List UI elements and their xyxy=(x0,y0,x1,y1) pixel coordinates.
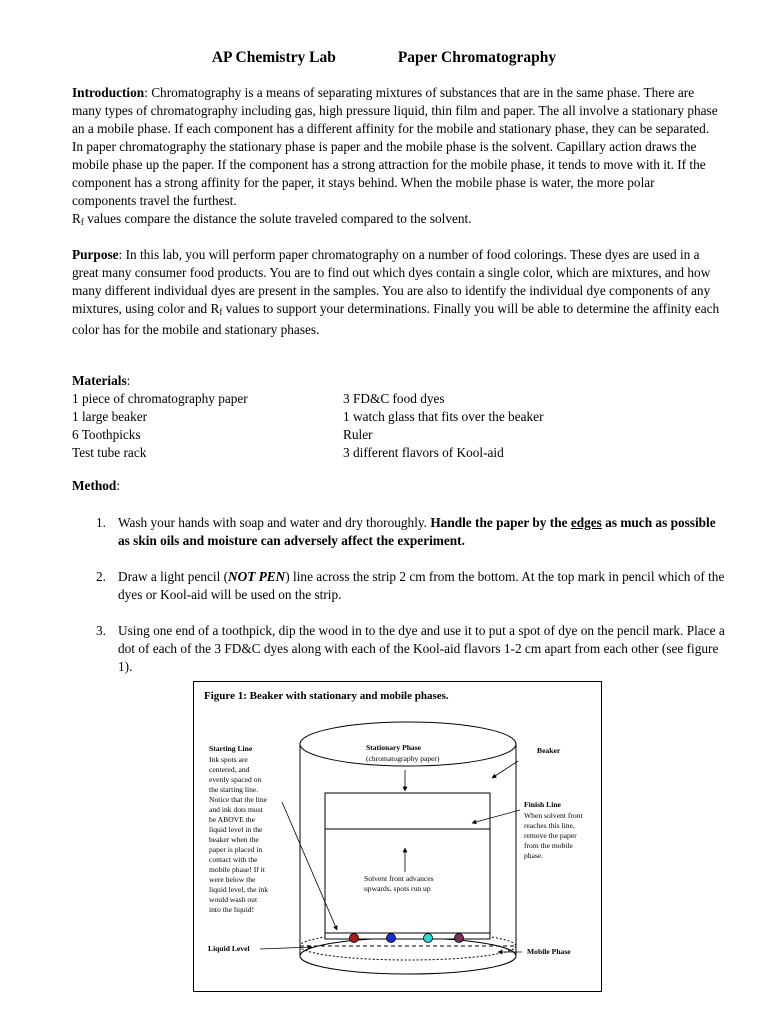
svg-text:paper is placed in: paper is placed in xyxy=(209,845,263,854)
beaker-arrow xyxy=(492,761,518,778)
rf-definition: values compare the distance the solute traveled compared to the solvent. xyxy=(83,211,472,226)
purpose-section xyxy=(72,246,722,339)
svg-text:Notice that the line: Notice that the line xyxy=(209,795,267,804)
svg-text:from the mobile: from the mobile xyxy=(524,841,573,850)
step-text: Using one end of a toothpick, dip the wood in to the dye and use it to put a spot of dye on the pencil mark. Place a dot of each of the 3 FD&C dyes along with each of the Kool-aid flavors 1-2 cm apart from each other (see figure 1). xyxy=(118,623,725,674)
svg-text:the starting line.: the starting line. xyxy=(209,785,259,794)
edges-emphasis: edges xyxy=(570,515,602,530)
material-item: 6 Toothpicks xyxy=(72,427,141,442)
svg-text:phase.: phase. xyxy=(524,851,544,860)
step-number: 1. xyxy=(96,515,106,530)
introduction-text: : Chromatography is a means of separating mixtures of substances that are in the same phase. There are many types of chromatography including gas, high pressure liquid, thin film and paper. The all involve a stationary phase an a mobile phase. If each component has a different affinity for the mobile and stationary phase, they can be separated. In paper chromatography the stationary phase is paper and the mobile phase is the solvent. Capillary action draws the mobile phase up the paper. If the component has a strong attraction for the mobile phase, it tends to move with it. If the component has a strong affinity for the paper, it stays behind. When the mobile phase is water, the more polar components travel the furthest. xyxy=(72,85,718,208)
material-item: 1 piece of chromatography paper xyxy=(72,391,248,406)
solvent-front-note xyxy=(364,874,434,893)
beaker-diagram xyxy=(194,682,603,993)
step-text: Wash your hands with soap and water and dry thoroughly. xyxy=(118,515,431,530)
ink-dot xyxy=(424,934,433,943)
method-step-1: 1. Wash your hands with soap and water and dry thoroughly. Handle the paper by the edges as much as possible as skin oils and moisture can adversely affect the experiment. xyxy=(96,515,716,548)
svg-text:would wash out: would wash out xyxy=(209,895,258,904)
stationary-phase-sublabel: (chromatography paper) xyxy=(366,754,440,763)
svg-text:be ABOVE the: be ABOVE the xyxy=(209,815,255,824)
title-course: AP Chemistry Lab xyxy=(211,49,336,66)
svg-text:Solvent front advances: Solvent front advances xyxy=(364,874,434,883)
svg-text:liquid level in the: liquid level in the xyxy=(209,825,263,834)
ink-dot xyxy=(455,934,464,943)
stationary-phase-label: Stationary Phase xyxy=(366,743,422,752)
finish-line-label: Finish Line xyxy=(524,800,561,809)
purpose-text-b: values to support your determinations. Finally you will be able to determine the affinity each color has for the mobile and stationary phases. xyxy=(72,301,720,337)
ink-dot xyxy=(387,934,396,943)
materials-section: Materials: 1 piece of chromatography paper 3 FD&C food dyes 1 large beaker 1 watch glass that fits over the beaker 6 Toothpicks Ruler Test tube rack 3 different flavors of Kool-aid xyxy=(72,373,544,460)
purpose-text-a: : In this lab, you will perform paper chromatography on a number of food colorings. These dyes are used in a great many consumer food products. You are to find out which dyes contain a single color, which are mixtures, and how many different individual dyes are present in the samples. You are also to identify the individual dye components of any mixtures, using color and R xyxy=(72,247,711,316)
beaker-label: Beaker xyxy=(537,746,561,755)
material-item: 3 FD&C food dyes xyxy=(343,391,445,406)
materials-row xyxy=(72,444,504,462)
svg-text:reaches this line,: reaches this line, xyxy=(524,821,575,830)
materials-row xyxy=(72,426,373,444)
rf-symbol: $R_f$ xyxy=(72,211,84,227)
material-item: 1 watch glass that fits over the beaker xyxy=(343,409,544,424)
liquid-level-label: Liquid Level xyxy=(208,944,250,953)
starting-line-label: Starting Line xyxy=(209,744,253,753)
svg-text:When solvent front: When solvent front xyxy=(524,811,583,820)
chromatography-paper xyxy=(325,793,490,939)
svg-text:mobile phase! If it: mobile phase! If it xyxy=(209,865,265,874)
material-item: 1 large beaker xyxy=(72,409,148,424)
introduction-label: Introduction xyxy=(72,85,145,100)
purpose-rf-sub: f xyxy=(219,307,223,317)
step-number: 3. xyxy=(96,623,106,638)
title-topic: Paper Chromatography xyxy=(397,49,557,66)
method-step-2: 2. Draw a light pencil (NOT PEN) line across the strip 2 cm from the bottom. At the top mark in pencil which of the dyes or Kool-aid will be used on the strip. xyxy=(96,569,725,602)
svg-text:liquid level, the ink: liquid level, the ink xyxy=(209,885,269,894)
material-item: 3 different flavors of Kool-aid xyxy=(343,445,504,460)
not-pen-emphasis: NOT PEN xyxy=(228,569,286,584)
materials-label: Materials xyxy=(72,373,127,388)
materials-row xyxy=(72,390,445,408)
svg-text:and ink dots must: and ink dots must xyxy=(209,805,263,814)
ink-dot xyxy=(350,934,359,943)
material-item: Test tube rack xyxy=(72,445,147,460)
svg-text:Ink spots are: Ink spots are xyxy=(209,755,248,764)
step-number: 2. xyxy=(96,569,106,584)
figure-title: Figure 1: Beaker with stationary and mobile phases. xyxy=(204,690,449,702)
page-title xyxy=(0,49,768,67)
liquid-level-arrow xyxy=(260,947,312,949)
svg-text:were below the: were below the xyxy=(209,875,256,884)
finish-line-note xyxy=(524,811,584,860)
method-heading: Method: xyxy=(72,478,121,493)
svg-text:upwards, spots run up: upwards, spots run up xyxy=(364,884,431,893)
method-label: Method xyxy=(72,478,117,493)
figure-1 xyxy=(193,681,602,992)
starting-line-note xyxy=(209,755,268,914)
introduction-section xyxy=(72,84,722,231)
material-item: Ruler xyxy=(343,427,373,442)
svg-text:beaker when the: beaker when the xyxy=(209,835,259,844)
svg-text:contact with the: contact with the xyxy=(209,855,258,864)
mobile-phase-label: Mobile Phase xyxy=(527,947,571,956)
materials-row xyxy=(72,408,544,426)
svg-text:evenly spaced on: evenly spaced on xyxy=(209,775,262,784)
svg-text:remove the paper: remove the paper xyxy=(524,831,577,840)
svg-text:centered, and: centered, and xyxy=(209,765,250,774)
method-step-3 xyxy=(96,622,726,676)
svg-text:into the liquid!: into the liquid! xyxy=(209,905,255,914)
purpose-label: Purpose xyxy=(72,247,119,262)
